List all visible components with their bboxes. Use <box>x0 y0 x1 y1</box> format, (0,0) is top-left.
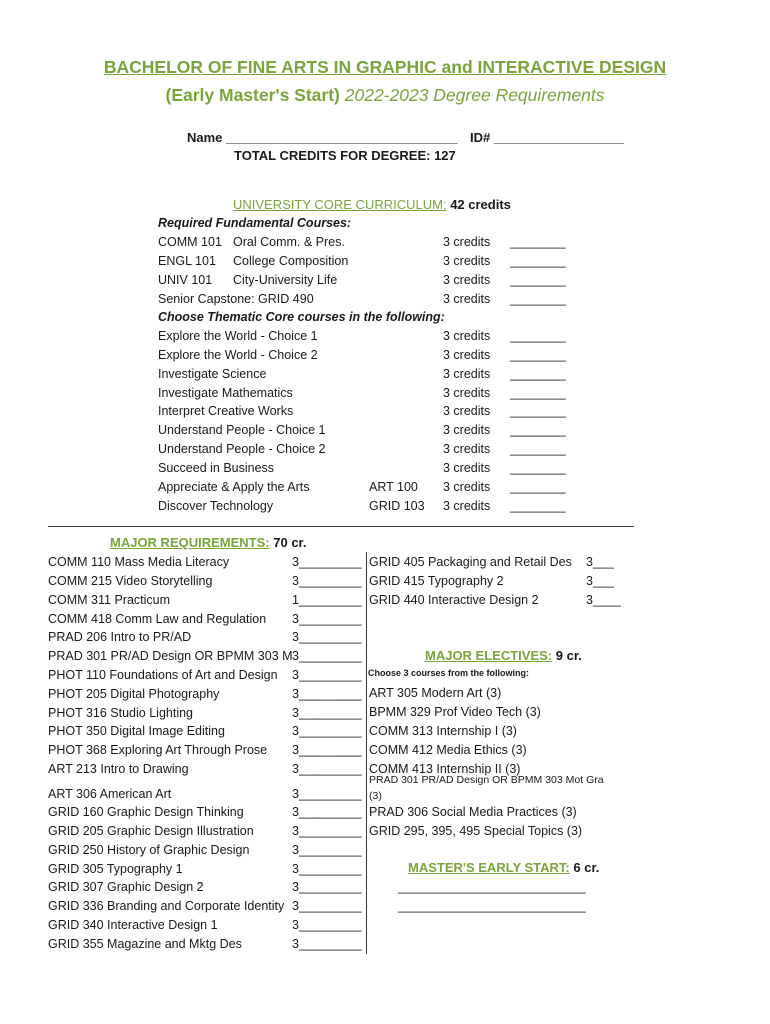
core-course-code: ENGL 101 <box>158 253 216 268</box>
masters-line-1: ___________________________ <box>398 880 586 894</box>
major-course-credit[interactable]: 3____ <box>586 593 621 607</box>
thematic-course-credits: 3 credits <box>443 442 491 457</box>
major-course-credit[interactable]: 3_________ <box>292 899 362 913</box>
core-course-blank[interactable]: ________ <box>510 253 566 268</box>
elective-item: COMM 413 Internship II (3) <box>369 762 521 776</box>
major-course-name: ART 306 American Art <box>48 787 172 801</box>
column-divider <box>366 552 367 954</box>
thematic-course-credits: 3 credits <box>443 479 491 494</box>
thematic-course-name: Appreciate & Apply the Arts <box>158 479 310 494</box>
elective-item: BPMM 329 Prof Video Tech (3) <box>369 705 541 719</box>
major-course-name: GRID 205 Graphic Design Illustration <box>48 824 254 838</box>
major-course-credit[interactable]: 1_________ <box>292 593 362 607</box>
major-course-credit[interactable]: 3_________ <box>292 687 362 701</box>
core-course-credits: 3 credits <box>443 272 491 287</box>
core-course-name: Oral Comm. & Pres. <box>233 235 345 249</box>
thematic-course-blank[interactable]: ________ <box>510 366 566 381</box>
thematic-course-blank[interactable]: ________ <box>510 460 566 475</box>
major-course-credit[interactable]: 3_________ <box>292 668 362 682</box>
elective-item: COMM 412 Media Ethics (3) <box>369 743 527 757</box>
major-course-name: PHOT 316 Studio Lighting <box>48 706 194 720</box>
core-course-code: UNIV 101 <box>158 272 213 287</box>
elective-item: PRAD 306 Social Media Practices (3) <box>369 805 577 819</box>
major-course-credit[interactable]: 3___ <box>586 574 614 588</box>
core-heading: UNIVERSITY CORE CURRICULUM: 42 credits <box>233 197 511 212</box>
electives-heading: MAJOR ELECTIVES: 9 cr. <box>425 648 582 663</box>
major-course-name: GRID 336 Branding and Corporate Identity <box>48 899 285 913</box>
major-heading: MAJOR REQUIREMENTS: 70 cr. <box>110 535 307 550</box>
core-course-name: City-University Life <box>233 272 338 287</box>
major-course-name: COMM 418 Comm Law and Regulation <box>48 612 267 626</box>
major-course-name: COMM 110 Mass Media Literacy <box>48 555 230 569</box>
major-course-credit[interactable]: 3_________ <box>292 937 362 951</box>
elective-item: GRID 295, 395, 495 Special Topics (3) <box>369 824 583 838</box>
thematic-course-name: Explore the World - Choice 2 <box>158 347 318 362</box>
major-course-credit[interactable]: 3_________ <box>292 706 362 720</box>
thematic-course-name: Interpret Creative Works <box>158 404 294 419</box>
thematic-course-blank[interactable]: ________ <box>510 347 566 362</box>
id-field: ID# __________________ <box>470 130 624 145</box>
major-course-name: ART 213 Intro to Drawing <box>48 762 189 776</box>
major-course-credit[interactable]: 3_________ <box>292 918 362 932</box>
subtitle-early-start: (Early Master's Start) <box>165 85 340 105</box>
elective-item: ART 305 Modern Art (3) <box>369 686 502 700</box>
thematic-course-name: Understand People - Choice 1 <box>158 423 326 438</box>
thematic-heading: Choose Thematic Core courses in the following: <box>158 310 445 324</box>
major-course-credit[interactable]: 3_________ <box>292 724 362 738</box>
major-course-name: COMM 311 Practicum <box>48 593 171 607</box>
core-course-code: COMM 101 <box>158 235 222 249</box>
major-course-credit[interactable]: 3_________ <box>292 612 362 626</box>
thematic-course-credits: 3 credits <box>443 329 491 343</box>
thematic-course-blank[interactable]: ________ <box>510 385 566 400</box>
major-course-credit[interactable]: 3_________ <box>292 574 362 588</box>
major-course-name: GRID 340 Interactive Design 1 <box>48 918 218 932</box>
total-credits: TOTAL CREDITS FOR DEGREE: 127 <box>234 148 456 163</box>
major-course-name: PRAD 301 PR/AD Design OR BPMM 303 M <box>48 649 293 663</box>
major-course-name: GRID 355 Magazine and Mktg Des <box>48 937 242 951</box>
major-course-credit[interactable]: 3_________ <box>292 843 362 857</box>
thematic-course-credits: 3 credits <box>443 366 491 381</box>
major-course-name: PHOT 110 Foundations of Art and Design <box>48 668 278 682</box>
name-field: Name ________________________________ <box>187 130 458 145</box>
thematic-course-credits: 3 credits <box>443 498 491 513</box>
major-course-credit[interactable]: 3_________ <box>292 630 362 644</box>
elective-wrap-line2: (3) <box>369 790 382 802</box>
elective-wrap-line1: PRAD 301 PR/AD Design OR BPMM 303 Mot Gra <box>369 774 604 786</box>
masters-line-2: ___________________________ <box>398 899 586 913</box>
subtitle-year: 2022-2023 Degree Requirements <box>344 85 605 105</box>
thematic-course-blank[interactable]: ________ <box>510 404 566 419</box>
major-course-name: PHOT 205 Digital Photography <box>48 687 220 701</box>
page-title: BACHELOR OF FINE ARTS IN GRAPHIC and INTERACTIVE DESIGN <box>103 57 667 77</box>
major-course-name: GRID 440 Interactive Design 2 <box>369 593 539 607</box>
major-course-name: GRID 160 Graphic Design Thinking <box>48 805 244 819</box>
thematic-course-name: Investigate Science <box>158 366 267 381</box>
thematic-course-blank[interactable]: ________ <box>510 479 566 494</box>
thematic-course-blank[interactable]: ________ <box>510 423 566 438</box>
major-course-credit[interactable]: 3_________ <box>292 824 362 838</box>
thematic-course-code: ART 100 <box>369 479 418 494</box>
major-course-name: GRID 307 Graphic Design 2 <box>48 880 204 894</box>
thematic-course-blank[interactable]: ________ <box>510 329 566 343</box>
thematic-course-credits: 3 credits <box>443 404 491 419</box>
thematic-course-credits: 3 credits <box>443 385 491 400</box>
core-course-code: Senior Capstone: GRID 490 <box>158 291 314 306</box>
core-course-credits: 3 credits <box>443 291 491 306</box>
major-course-credit[interactable]: 3_________ <box>292 555 362 569</box>
core-course-credits: 3 credits <box>443 235 491 249</box>
major-course-name: COMM 215 Video Storytelling <box>48 574 213 588</box>
major-course-credit[interactable]: 3_________ <box>292 649 362 663</box>
core-course-blank[interactable]: ________ <box>510 235 566 249</box>
thematic-course-blank[interactable]: ________ <box>510 498 566 513</box>
electives-instruction: Choose 3 courses from the following: <box>368 668 530 678</box>
major-course-credit[interactable]: 3_________ <box>292 862 362 876</box>
major-course-name: PRAD 206 Intro to PR/AD <box>48 630 192 644</box>
masters-heading: MASTER'S EARLY START: 6 cr. <box>408 860 600 875</box>
major-course-name: GRID 405 Packaging and Retail Des <box>369 555 572 569</box>
major-course-name: PHOT 350 Digital Image Editing <box>48 724 225 738</box>
thematic-course-code: GRID 103 <box>369 498 425 513</box>
major-course-credit[interactable]: 3_________ <box>292 880 362 894</box>
major-course-name: PHOT 368 Exploring Art Through Prose <box>48 743 268 757</box>
major-course-credit[interactable]: 3___ <box>586 555 614 569</box>
thematic-course-name: Succeed in Business <box>158 460 275 475</box>
core-course-credits: 3 credits <box>443 253 491 268</box>
thematic-course-name: Discover Technology <box>158 498 274 513</box>
core-course-blank[interactable]: ________ <box>510 272 566 287</box>
elective-item: COMM 313 Internship I (3) <box>369 724 517 738</box>
page-subtitle <box>0 85 770 106</box>
core-course-blank[interactable]: ________ <box>510 291 566 306</box>
major-course-name: GRID 250 History of Graphic Design <box>48 843 250 857</box>
major-course-credit[interactable]: 3_________ <box>292 805 362 819</box>
major-course-credit[interactable]: 3_________ <box>292 762 362 776</box>
thematic-course-blank[interactable]: ________ <box>510 442 566 457</box>
thematic-course-credits: 3 credits <box>443 460 491 475</box>
thematic-course-credits: 3 credits <box>443 423 491 438</box>
required-heading: Required Fundamental Courses: <box>158 216 352 230</box>
major-course-name: GRID 305 Typography 1 <box>48 862 183 876</box>
thematic-course-name: Explore the World - Choice 1 <box>158 329 318 343</box>
major-course-credit[interactable]: 3_________ <box>292 743 362 757</box>
thematic-course-name: Understand People - Choice 2 <box>158 442 326 457</box>
core-course-name: College Composition <box>233 253 349 268</box>
major-course-name: GRID 415 Typography 2 <box>369 574 504 588</box>
section-divider <box>48 526 634 527</box>
major-course-credit[interactable]: 3_________ <box>292 787 362 801</box>
thematic-course-credits: 3 credits <box>443 347 491 362</box>
thematic-course-name: Investigate Mathematics <box>158 385 293 400</box>
